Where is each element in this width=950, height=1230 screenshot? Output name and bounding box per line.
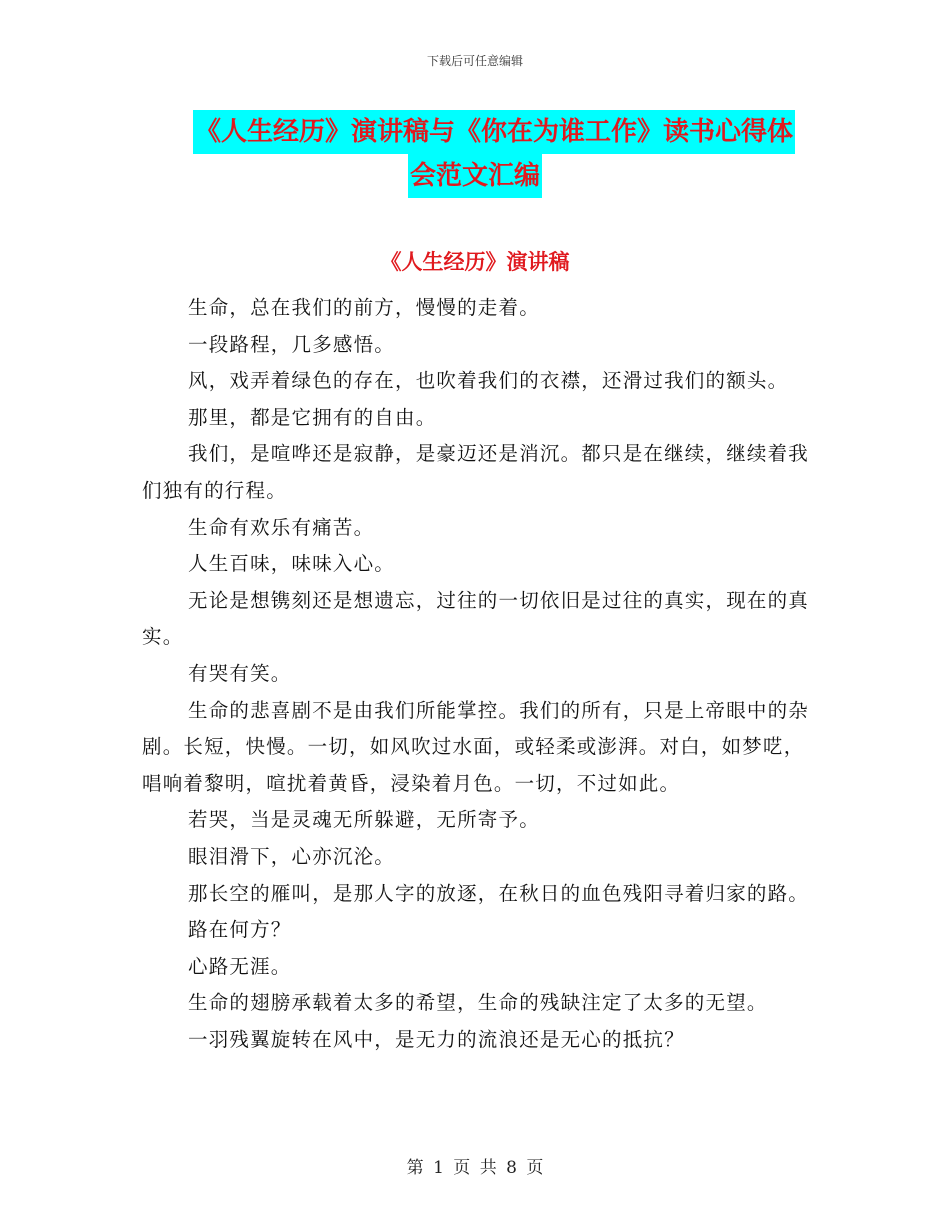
paragraph: 眼泪滑下，心亦沉沦。 — [188, 844, 396, 868]
paragraph: 我们，是喧哗还是寂静，是豪迈还是消沉。都只是在继续，继续着我们独有的行程。 — [142, 442, 810, 502]
paragraph: 那长空的雁叫，是那人字的放逐，在秋日的血色残阳寻着归家的路。 — [188, 881, 810, 905]
title-line-2: 会范文汇编 — [408, 154, 542, 198]
title-line-1: 《人生经历》演讲稿与《你在为谁工作》读书心得体 — [193, 110, 795, 154]
paragraph: 风，戏弄着绿色的存在，也吹着我们的衣襟，还滑过我们的额头。 — [188, 369, 789, 393]
document-title — [0, 110, 950, 198]
paragraph: 心路无涯。 — [188, 954, 292, 978]
paragraph: 若哭，当是灵魂无所躲避，无所寄予。 — [188, 808, 540, 832]
paragraph: 生命，总在我们的前方，慢慢的走着。 — [188, 296, 540, 319]
body-text — [142, 290, 810, 1058]
paragraph: 无论是想镌刻还是想遗忘，过往的一切依旧是过往的真实，现在的真实。 — [142, 588, 810, 649]
page-footer: 第 1 页 共 8 页 — [406, 1158, 544, 1178]
paragraph: 那里，都是它拥有的自由。 — [188, 405, 437, 429]
paragraph: 一羽残翼旋转在风中，是无力的流浪还是无心的抵抗？ — [188, 1027, 685, 1051]
paragraph: 生命的翅膀承载着太多的希望，生命的残缺注定了太多的无望。 — [188, 991, 768, 1015]
paragraph: 人生百味，味味入心。 — [188, 552, 396, 576]
paragraph: 生命的悲喜剧不是由我们所能掌控。我们的所有，只是上帝眼中的杂剧。长短，快慢。一切，如风吹过水面，或轻柔或澎湃。对白，如梦呓，唱响着黎明，喧扰着黄昏，浸染着月色。一切，不过如此。 — [142, 698, 810, 795]
section-title: 《人生经历》演讲稿 — [380, 250, 570, 274]
paragraph: 有哭有笑。 — [188, 661, 292, 685]
paragraph: 路在何方？ — [188, 918, 292, 942]
header-note: 下载后可任意编辑 — [426, 54, 523, 68]
paragraph: 一段路程，几多感悟。 — [188, 332, 396, 356]
paragraph: 生命有欢乐有痛苦。 — [188, 515, 375, 539]
